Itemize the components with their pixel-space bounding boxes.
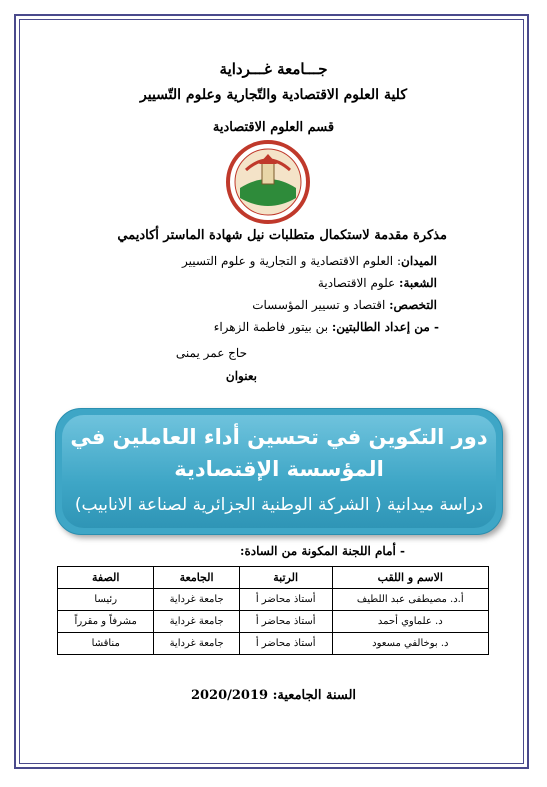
thesis-title-banner bbox=[55, 408, 503, 535]
committee-table bbox=[57, 566, 489, 655]
branch-label: الشعبة: bbox=[399, 276, 437, 290]
domain-value: : العلوم الاقتصادية و التجارية و علوم التسيير bbox=[182, 254, 401, 268]
header-name: الاسم و اللقب bbox=[332, 567, 488, 589]
student-1: بن بيتور فاطمة الزهراء bbox=[213, 320, 332, 334]
university-logo-icon bbox=[226, 140, 310, 224]
thesis-title-line1: دور التكوين في تحسين أداء العاملين في bbox=[70, 425, 488, 449]
department-name: قسم العلوم الاقتصادية bbox=[212, 120, 335, 135]
spec-label: التخصص: bbox=[389, 298, 437, 312]
table-row bbox=[58, 611, 489, 633]
member-university: جامعة غرداية bbox=[154, 633, 239, 655]
field-specialization bbox=[252, 298, 437, 312]
member-role: مشرفاً و مقرراً bbox=[58, 611, 154, 633]
table-row bbox=[58, 589, 489, 611]
branch-value: علوم الاقتصادية bbox=[317, 276, 400, 290]
thesis-title-line2: المؤسسة الإقتصادية bbox=[174, 457, 384, 481]
university-name: جـــامعة غـــرداية bbox=[219, 60, 328, 78]
memo-title: مذكرة مقدمة لاستكمال متطلبات نيل شهادة الماستر أكاديمي bbox=[117, 228, 447, 243]
prepared-label: - من إعداد الطالبتين: bbox=[331, 320, 439, 334]
member-rank: أستاذ محاضر أ bbox=[239, 633, 332, 655]
header-university: الجامعة bbox=[154, 567, 239, 589]
header-rank: الرتبة bbox=[239, 567, 332, 589]
field-domain bbox=[182, 254, 437, 268]
student-2: حاج عمر يمنى bbox=[175, 346, 247, 360]
field-branch bbox=[318, 276, 437, 290]
titled-label: بعنوان bbox=[225, 369, 257, 383]
faculty-name: كلية العلوم الاقتصادية والتّجارية وعلوم التّسيير bbox=[140, 87, 407, 103]
member-role: رئيسا bbox=[58, 589, 154, 611]
member-rank: أستاذ محاضر أ bbox=[239, 589, 332, 611]
table-row bbox=[58, 633, 489, 655]
table-header-row bbox=[58, 567, 489, 589]
member-name: د. بوخالفي مسعود bbox=[332, 633, 488, 655]
academic-year: السنة الجامعية: 2020/2019 bbox=[190, 688, 357, 703]
spec-value: اقتصاد و تسيير المؤسسات bbox=[252, 298, 390, 312]
member-university: جامعة غرداية bbox=[154, 611, 239, 633]
header-role: الصفة bbox=[58, 567, 154, 589]
member-role: مناقشا bbox=[58, 633, 154, 655]
domain-label: الميدان bbox=[401, 254, 437, 268]
thesis-subtitle: دراسة ميدانية ( الشركة الوطنية الجزائرية لصناعة الانابيب) bbox=[74, 495, 484, 515]
committee-heading: - أمام اللجنة المكونة من السادة: bbox=[240, 544, 405, 558]
member-university: جامعة غرداية bbox=[154, 589, 239, 611]
field-prepared-by bbox=[214, 320, 439, 334]
member-name: أ.د. مصيطفى عبد اللطيف bbox=[332, 589, 488, 611]
member-rank: أستاذ محاضر أ bbox=[239, 611, 332, 633]
member-name: د. علماوي أحمد bbox=[332, 611, 488, 633]
